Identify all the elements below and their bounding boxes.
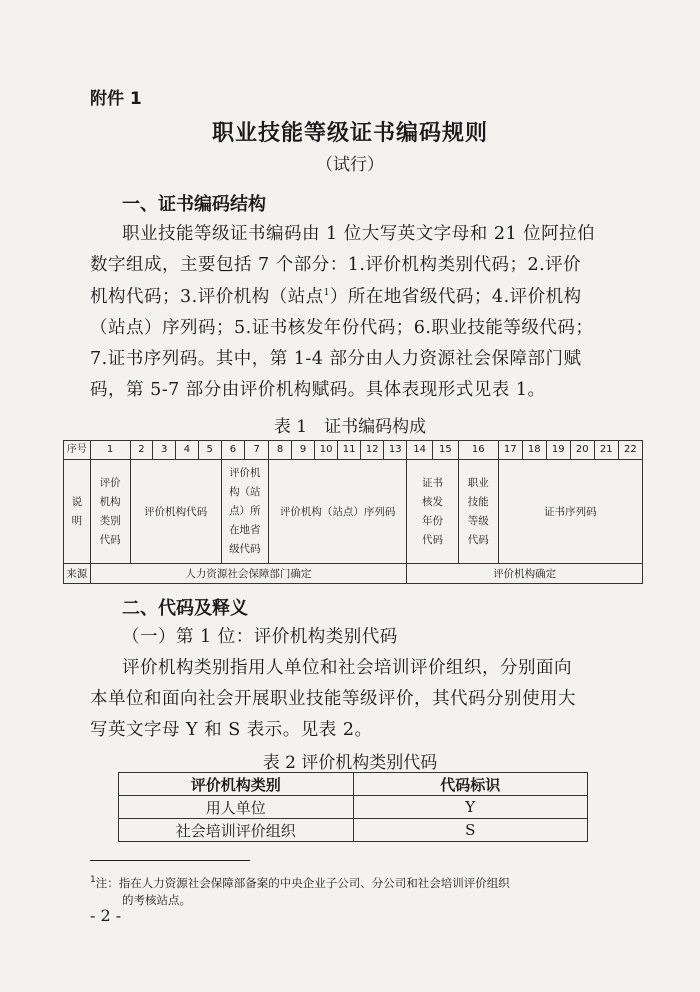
paragraph-line: （站点）序列码；5.证书核发年份代码；6.职业技能等级代码； xyxy=(90,318,594,338)
paragraph-line: 本单位和面向社会开展职业技能等级评价，其代码分别使用大 xyxy=(90,689,576,709)
position-cell: 19 xyxy=(546,441,570,460)
table-row xyxy=(119,819,588,842)
description-cell: 评价机构类别代码 xyxy=(90,460,130,564)
subheading: （一）第 1 位：评价机构类别代码 xyxy=(122,627,398,647)
position-cell: 8 xyxy=(269,441,292,460)
position-cell: 4 xyxy=(176,441,199,460)
description-cell: 证书序列码 xyxy=(498,460,642,564)
paragraph-line: 职业技能等级证书编码由 1 位大写英文字母和 21 位阿拉伯 xyxy=(122,224,596,244)
text: 机构代码；3.评价机构（站点 xyxy=(90,287,324,307)
position-cell: 13 xyxy=(384,441,407,460)
paragraph-line xyxy=(90,283,615,308)
footnote-line xyxy=(90,872,650,892)
table-header-row xyxy=(119,773,588,796)
document-subtitle: （试行） xyxy=(316,155,384,175)
text: 注：指在人力资源社会保障部备案的中央企业子公司、分公司和社会培训评价组织 xyxy=(95,875,510,890)
position-cell: 9 xyxy=(292,441,315,460)
position-cell: 20 xyxy=(570,441,594,460)
paragraph-line: 码，第 5-7 部分由评价机构赋码。具体表现形式见表 1。 xyxy=(90,380,546,400)
header-cell: 评价机构类别 xyxy=(119,773,354,796)
footnote-line: 的考核站点。 xyxy=(122,892,191,907)
position-cell: 1 xyxy=(90,441,130,460)
description-cell: 评价机构代码 xyxy=(130,460,221,564)
cell: 社会培训评价组织 xyxy=(119,819,354,842)
position-cell: 18 xyxy=(522,441,546,460)
position-cell: 22 xyxy=(618,441,642,460)
header-cell: 代码标识 xyxy=(353,773,588,796)
footnote xyxy=(90,872,650,909)
paragraph-line: 7.证书序列码。其中，第 1-4 部分由人力资源社会保障部门赋 xyxy=(90,349,582,369)
position-cell: 5 xyxy=(198,441,221,460)
table1-certificate-code-structure xyxy=(63,440,643,584)
table2-evaluator-type-codes xyxy=(118,772,588,842)
cell: Y xyxy=(353,796,588,819)
description-cell: 职业技能等级代码 xyxy=(458,460,498,564)
position-cell: 21 xyxy=(594,441,618,460)
description-cell: 证书核发年份代码 xyxy=(407,460,459,564)
table-row xyxy=(119,796,588,819)
position-cell: 2 xyxy=(130,441,153,460)
description-row xyxy=(64,460,643,564)
row-label: 说明 xyxy=(64,460,91,564)
text: ）所在地省级代码；4.评价机构 xyxy=(329,287,582,307)
table1-caption: 表 1 证书编码构成 xyxy=(273,417,427,437)
footnote-mark: 1 xyxy=(90,875,96,885)
footnote-divider xyxy=(90,860,250,861)
paragraph-line: 写英文字母 Y 和 S 表示。见表 2。 xyxy=(90,720,373,740)
position-cell: 3 xyxy=(153,441,176,460)
source-cell: 人力资源社会保障部门确定 xyxy=(90,564,407,584)
page-number: - 2 - xyxy=(90,906,122,925)
source-row xyxy=(64,564,643,584)
description-cell: 评价机构（站点）序列码 xyxy=(269,460,407,564)
source-cell: 评价机构确定 xyxy=(407,564,643,584)
position-cell: 12 xyxy=(361,441,384,460)
position-cell: 6 xyxy=(221,441,245,460)
position-cell: 11 xyxy=(338,441,361,460)
cell: 用人单位 xyxy=(119,796,354,819)
position-cell: 14 xyxy=(407,441,433,460)
section2-heading: 二、代码及释义 xyxy=(122,598,248,619)
description-cell: 评价机构（站点）所在地省级代码 xyxy=(221,460,268,564)
position-cell: 15 xyxy=(432,441,458,460)
position-cell: 16 xyxy=(458,441,498,460)
row-label: 序号 xyxy=(64,441,91,460)
position-cell: 10 xyxy=(315,441,338,460)
paragraph-line: 评价机构类别指用人单位和社会培训评价组织，分别面向 xyxy=(122,658,572,678)
position-cell: 17 xyxy=(498,441,522,460)
cell: S xyxy=(353,819,588,842)
document-title: 职业技能等级证书编码规则 xyxy=(211,121,488,146)
annex-label: 附件 1 xyxy=(90,89,142,109)
row-label: 来源 xyxy=(64,564,91,584)
paragraph-line: 数字组成，主要包括 7 个部分：1.评价机构类别代码；2.评价 xyxy=(90,255,582,275)
footnote-ref: 1 xyxy=(323,288,330,299)
position-row xyxy=(64,441,643,460)
position-cell: 7 xyxy=(245,441,269,460)
table2-caption: 表 2 评价机构类别代码 xyxy=(262,753,438,773)
section1-heading: 一、证书编码结构 xyxy=(122,194,266,215)
